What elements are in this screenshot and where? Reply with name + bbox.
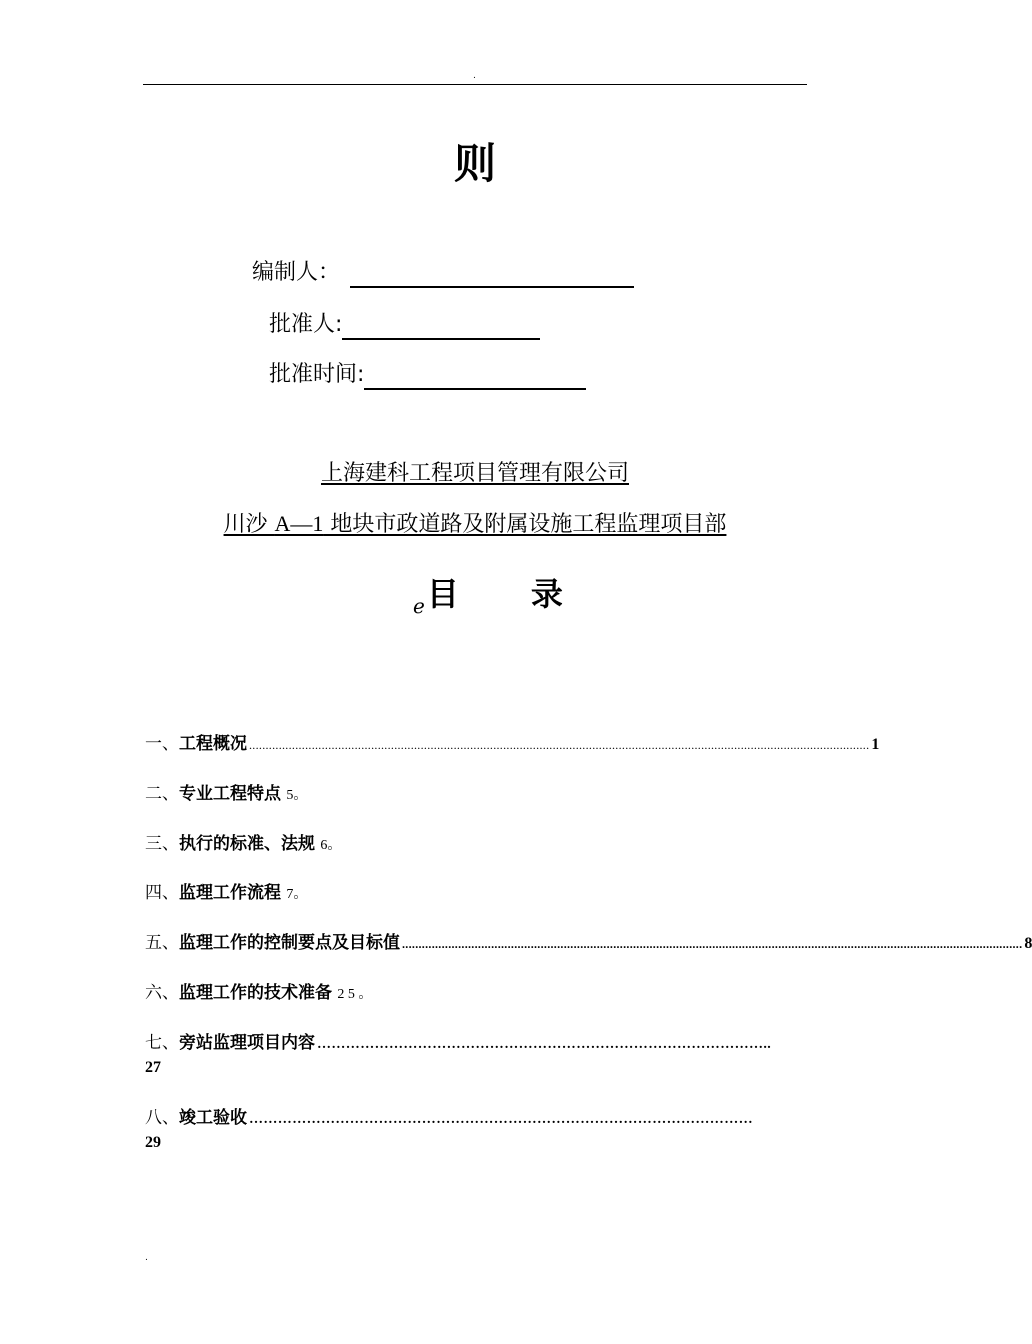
toc-item-page: 29 bbox=[145, 1134, 161, 1151]
approval-time-blank[interactable] bbox=[364, 366, 586, 390]
toc-title bbox=[413, 572, 563, 628]
header-rule bbox=[143, 84, 807, 85]
toc-leader: ............................................................................................................................................................................................ bbox=[249, 738, 870, 752]
toc-item[interactable] bbox=[145, 782, 815, 808]
toc-item[interactable] bbox=[145, 931, 1032, 957]
approval-time-line bbox=[269, 360, 586, 390]
toc-leader: ............................................................................................................................................................................................ bbox=[402, 937, 1023, 951]
approver-label: 批准人: bbox=[269, 312, 343, 337]
toc-item-number: 五、 bbox=[145, 933, 179, 953]
toc-item[interactable] bbox=[145, 881, 815, 907]
toc-item-page: 27 bbox=[145, 1059, 161, 1076]
toc-item-page: 1 bbox=[871, 736, 880, 753]
approver-blank[interactable] bbox=[342, 316, 540, 340]
toc-item-text: 监理工作的控制要点及目标值 bbox=[179, 933, 400, 953]
toc-item-number: 六、 bbox=[145, 983, 179, 1003]
toc-item[interactable] bbox=[145, 732, 880, 758]
organization-name: 上海建科工程项目管理有限公司 bbox=[320, 461, 629, 486]
toc-item[interactable] bbox=[145, 1106, 815, 1154]
footer-mark: . bbox=[145, 1253, 148, 1263]
approval-time-label: 批准时间: bbox=[269, 362, 365, 387]
toc-title-first: 目 bbox=[426, 575, 459, 613]
project-dept-code: A—1 bbox=[274, 511, 324, 536]
toc-item-number: 八、 bbox=[145, 1108, 179, 1128]
toc-item-number: 二、 bbox=[145, 784, 179, 804]
project-dept-suffix: 地块市政道路及附属设施工程监理项目部 bbox=[323, 512, 727, 537]
toc-item-text: 专业工程特点 bbox=[179, 784, 281, 804]
toc-item-number: 七、 bbox=[145, 1033, 179, 1053]
toc-mark: ℯ bbox=[413, 594, 425, 618]
toc-item-number: 三、 bbox=[145, 834, 179, 854]
compiler-label: 编制人： bbox=[252, 260, 341, 285]
toc-item[interactable] bbox=[145, 981, 815, 1007]
toc-item-number: 四、 bbox=[145, 883, 179, 903]
compiler-blank[interactable] bbox=[350, 264, 634, 288]
toc-leader: ………………………………………………………………………………….. bbox=[317, 1037, 772, 1052]
toc-item[interactable] bbox=[145, 832, 815, 858]
toc-item-text: 监理工作流程 bbox=[179, 883, 281, 903]
toc-item[interactable] bbox=[145, 1031, 815, 1079]
toc-item-text: 竣工验收 bbox=[179, 1108, 247, 1128]
toc-item-number: 一、 bbox=[145, 734, 179, 754]
compiler-line bbox=[252, 258, 634, 288]
toc-item-page: 2 5 。 bbox=[337, 987, 373, 1002]
page-title: 则 bbox=[453, 139, 496, 188]
toc-item-text: 工程概况 bbox=[179, 734, 247, 754]
toc-item-page: 8 bbox=[1024, 935, 1032, 952]
toc-item-text: 监理工作的技术准备 bbox=[179, 983, 332, 1003]
toc-leader: …………………………………………………………………………………………… bbox=[249, 1112, 753, 1127]
toc-title-second: 录 bbox=[530, 575, 563, 613]
toc-item-page: 6。 bbox=[320, 838, 342, 853]
toc-item-text: 执行的标准、法规 bbox=[179, 834, 315, 854]
header-mark: . bbox=[473, 71, 476, 81]
toc-item-page: 5。 bbox=[286, 788, 308, 803]
project-department bbox=[0, 508, 950, 541]
approver-line bbox=[269, 310, 540, 340]
project-dept-prefix: 川沙 bbox=[223, 512, 275, 537]
toc-item-text: 旁站监理项目内容 bbox=[179, 1033, 315, 1053]
toc-item-page: 7。 bbox=[286, 887, 308, 902]
